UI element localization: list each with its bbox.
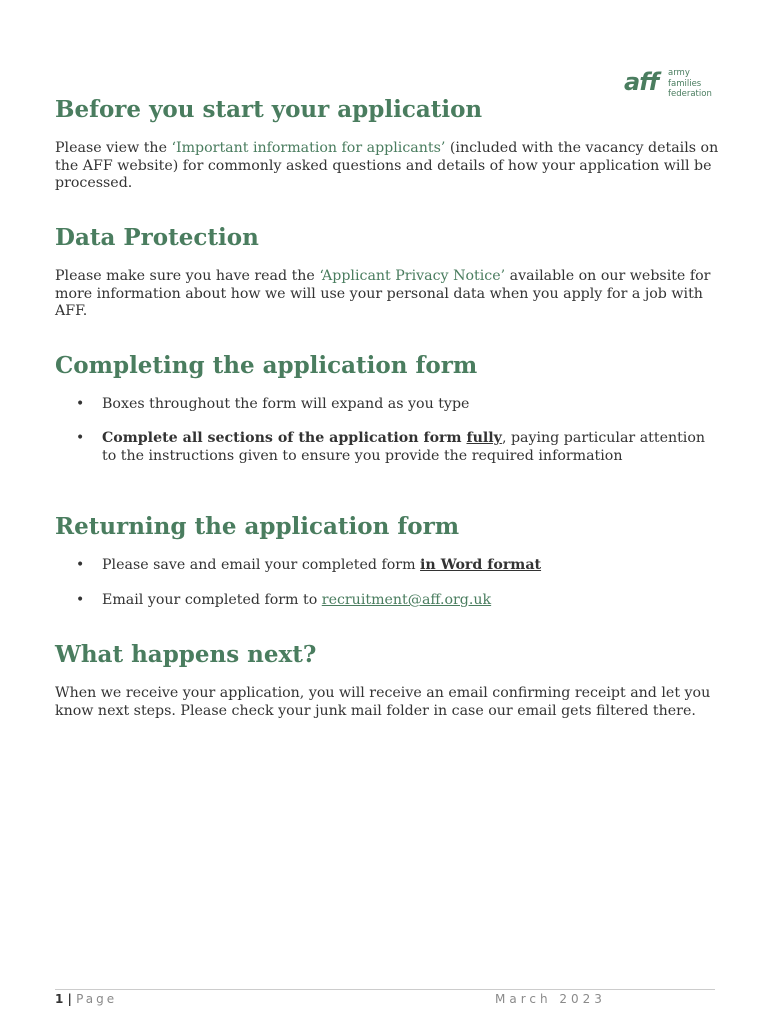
heading-completing-form: Completing the application form (55, 352, 478, 379)
important-information-link[interactable]: ‘Important information for applicants’ (171, 140, 446, 156)
paragraph-data-protection: Please make sure you have read the ‘Applicant Privacy Notice’ available on our website for more information about how we will use your personal data when you apply for a job with AFF. (55, 268, 711, 319)
logo-line-army: army (668, 68, 690, 78)
aff-logo (624, 66, 724, 100)
recruitment-email-link[interactable]: recruitment@aff.org.uk (321, 592, 492, 608)
bullet-dot: • (76, 557, 85, 573)
bullet-email-form: Email your completed form to recruitment@aff.org.uk (102, 592, 492, 608)
logo-line-families: families (668, 78, 702, 89)
paragraph-before-you-start: Please view the ‘Important information for applicants’ (included with the vacancy details on the AFF website) for commonly asked questions and details of how your application will be processed. (55, 140, 719, 191)
bullet-save-word-format: Please save and email your completed form in Word format (102, 557, 542, 573)
heading-returning-form: Returning the application form (55, 513, 460, 540)
paragraph-what-happens-next: When we receive your application, you will receive an email confirming receipt and let you know next steps. Please check your junk mail folder in case our email gets filtered there. (55, 685, 711, 719)
bullet-boxes-expand: Boxes throughout the form will expand as you type (102, 396, 470, 412)
privacy-notice-link[interactable]: ‘Applicant Privacy Notice’ (319, 268, 506, 284)
heading-before-you-start: Before you start your application (55, 96, 483, 123)
footer-date: March 2023 (495, 992, 606, 1006)
heading-what-happens-next: What happens next? (55, 641, 317, 668)
heading-data-protection: Data Protection (55, 224, 259, 251)
logo-mark: aff (624, 68, 659, 96)
footer-page-number: 1 | Page (55, 992, 118, 1006)
bullet-complete-sections: Complete all sections of the application form fully, paying particular attention to the instructions given to ensure you provide the required information (102, 430, 706, 464)
bullet-dot: • (76, 592, 85, 608)
bullet-dot: • (76, 396, 85, 412)
footer-divider (55, 989, 715, 990)
bullet-dot: • (76, 430, 85, 446)
logo-wordmark (668, 68, 712, 100)
logo-line-federation: federation (668, 89, 712, 99)
